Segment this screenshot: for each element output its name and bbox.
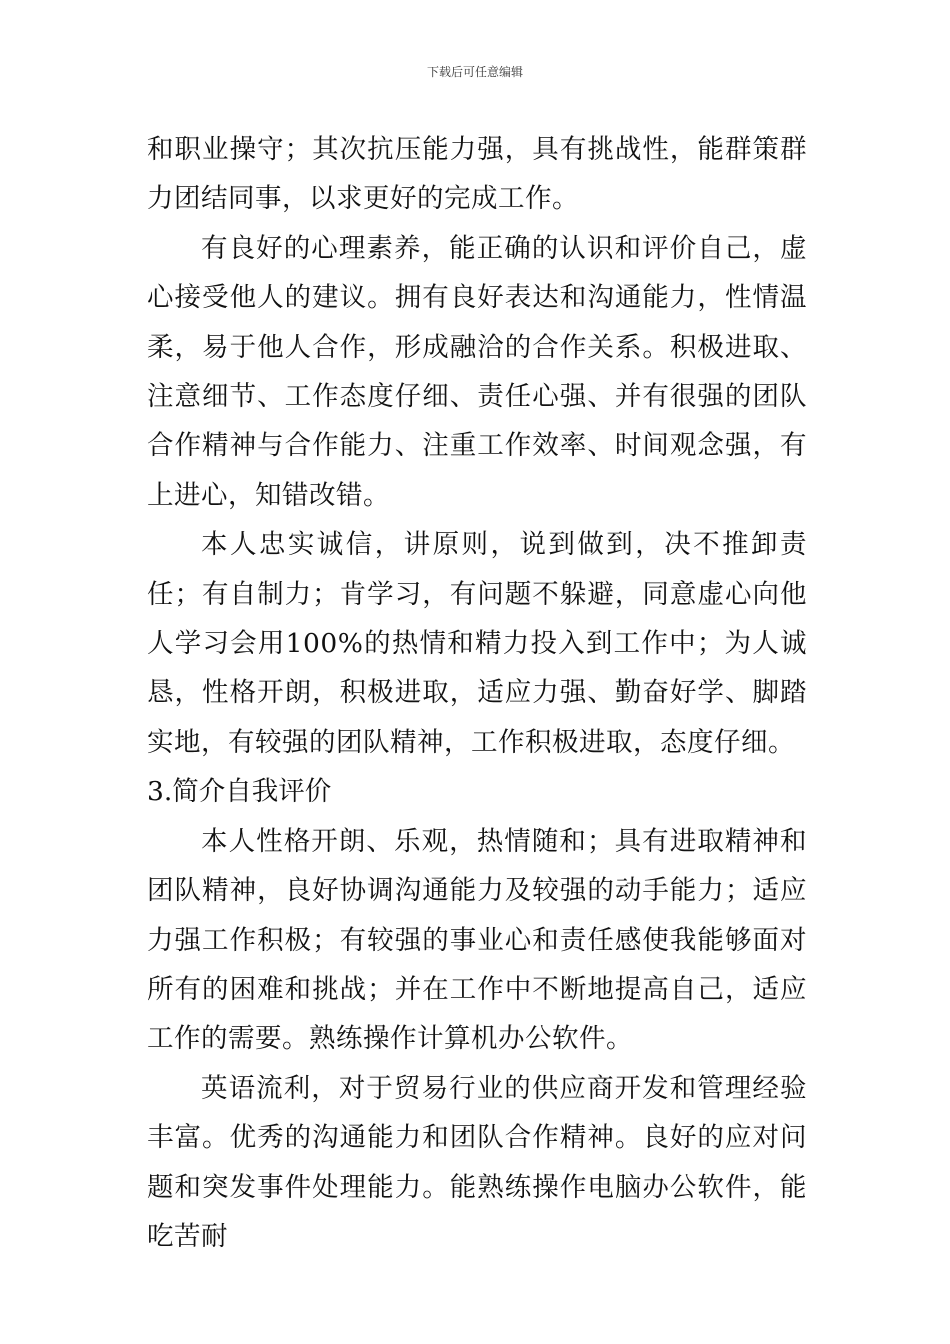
paragraph-psychology: 有良好的心理素养，能正确的认识和评价自己，虚心接受他人的建议。拥有良好表达和沟通能力，性情温柔，易于他人合作，形成融洽的合作关系。积极进取、注意细节、工作态度仔细、责任心强、并有很强的团队合作精神与合作能力、注重工作效率、时间观念强，有上进心，知错改错。: [147, 232, 807, 511]
paragraph-english: 英语流利，对于贸易行业的供应商开发和管理经验丰富。优秀的沟通能力和团队合作精神。良好的应对问题和突发事件处理能力。能熟练操作电脑办公软件，能吃苦耐: [147, 1072, 807, 1252]
paragraph-continuation: 和职业操守；其次抗压能力强，具有挑战性，能群策群力团结同事，以求更好的完成工作。: [147, 134, 807, 215]
page-header-note: 下载后可任意编辑: [426, 65, 523, 79]
paragraph-integrity: 本人忠实诚信，讲原则，说到做到，决不推卸责任；有自制力；肯学习，有问题不躲避，同意虚心向他人学习会用100%的热情和精力投入到工作中；为人诚恳，性格开朗，积极进取，适应力强、勤奋好学、脚踏实地，有较强的团队精神，工作积极进取，态度仔细。: [147, 529, 807, 758]
section-heading: 3.简介自我评价: [147, 776, 332, 808]
paragraph-personality: 本人性格开朗、乐观，热情随和；具有进取精神和团队精神，良好协调沟通能力及较强的动手能力；适应力强工作积极；有较强的事业心和责任感使我能够面对所有的困难和挑战；并在工作中不断地提高自己，适应工作的需要。熟练操作计算机办公软件。: [147, 825, 807, 1055]
document-body: [147, 125, 807, 1261]
